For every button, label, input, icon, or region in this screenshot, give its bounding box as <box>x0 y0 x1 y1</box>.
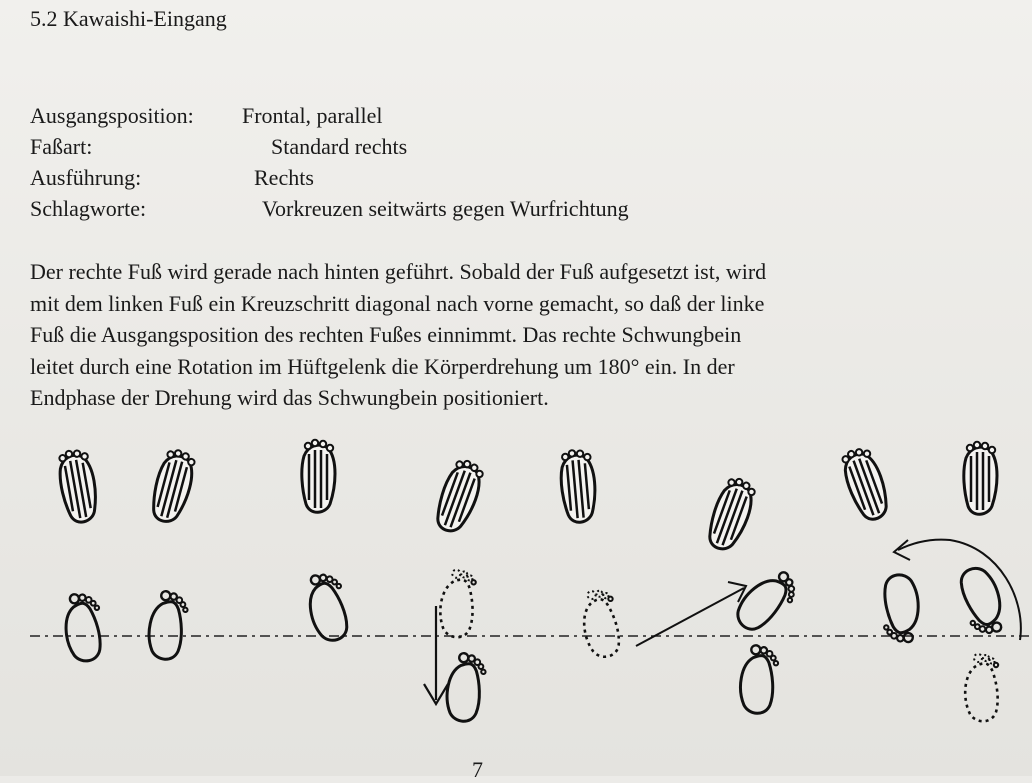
meta-value: Frontal, parallel <box>242 103 383 128</box>
page-number: 7 <box>472 757 483 782</box>
meta-value: Standard rechts <box>271 134 408 159</box>
opponent-foot-icon <box>838 444 894 523</box>
opponent-foot-icon <box>302 440 335 512</box>
opponent-foot-icon <box>703 475 759 554</box>
meta-label: Ausgangsposition: <box>30 103 194 128</box>
paragraph-line: Der rechte Fuß wird gerade nach hinten geführt. Sobald der Fuß aufgesetzt ist, wird <box>30 259 767 284</box>
meta-value: Rechts <box>254 165 314 190</box>
meta-label: Faßart: <box>30 134 93 159</box>
opponent-foot-icon <box>431 457 487 536</box>
meta-label: Ausführung: <box>30 165 142 190</box>
opponent-foot-icon <box>559 448 598 523</box>
tori-right-foot-icon <box>146 590 189 661</box>
opponent-right-foot-icon <box>148 447 199 526</box>
paragraph-line: Fuß die Ausgangsposition des rechten Fußes einnimmt. Das rechte Schwungbein <box>30 322 742 347</box>
previous-foot-icon <box>438 569 477 639</box>
paragraph-line: Endphase der Drehung wird das Schwungbein positioniert. <box>30 385 549 410</box>
tori-foot-icon <box>444 652 487 723</box>
opponent-foot-icon <box>964 442 997 514</box>
tori-left-foot-icon <box>61 591 106 663</box>
tori-foot-icon <box>302 570 354 645</box>
arrow-down-icon <box>424 606 448 704</box>
previous-foot-icon <box>965 654 998 721</box>
previous-foot-icon <box>578 588 622 660</box>
paragraph-line: leitet durch eine Rotation im Hüftgelenk die Körperdrehung um 180° ein. In der <box>30 353 735 379</box>
meta-value: Vorkreuzen seitwärts gegen Wurfrichtung <box>262 196 629 221</box>
tori-foot-icon <box>730 565 803 638</box>
tori-foot-icon <box>739 644 780 714</box>
tori-foot-icon <box>880 573 922 644</box>
section-heading: 5.2 Kawaishi-Eingang <box>30 6 227 31</box>
tori-foot-icon <box>953 563 1010 639</box>
paragraph-line: mit dem linken Fuß ein Kreuzschritt diagonal nach vorne gemacht, so daß der linke <box>30 290 765 316</box>
opponent-left-foot-icon <box>55 447 100 524</box>
meta-label: Schlagworte: <box>30 196 147 221</box>
